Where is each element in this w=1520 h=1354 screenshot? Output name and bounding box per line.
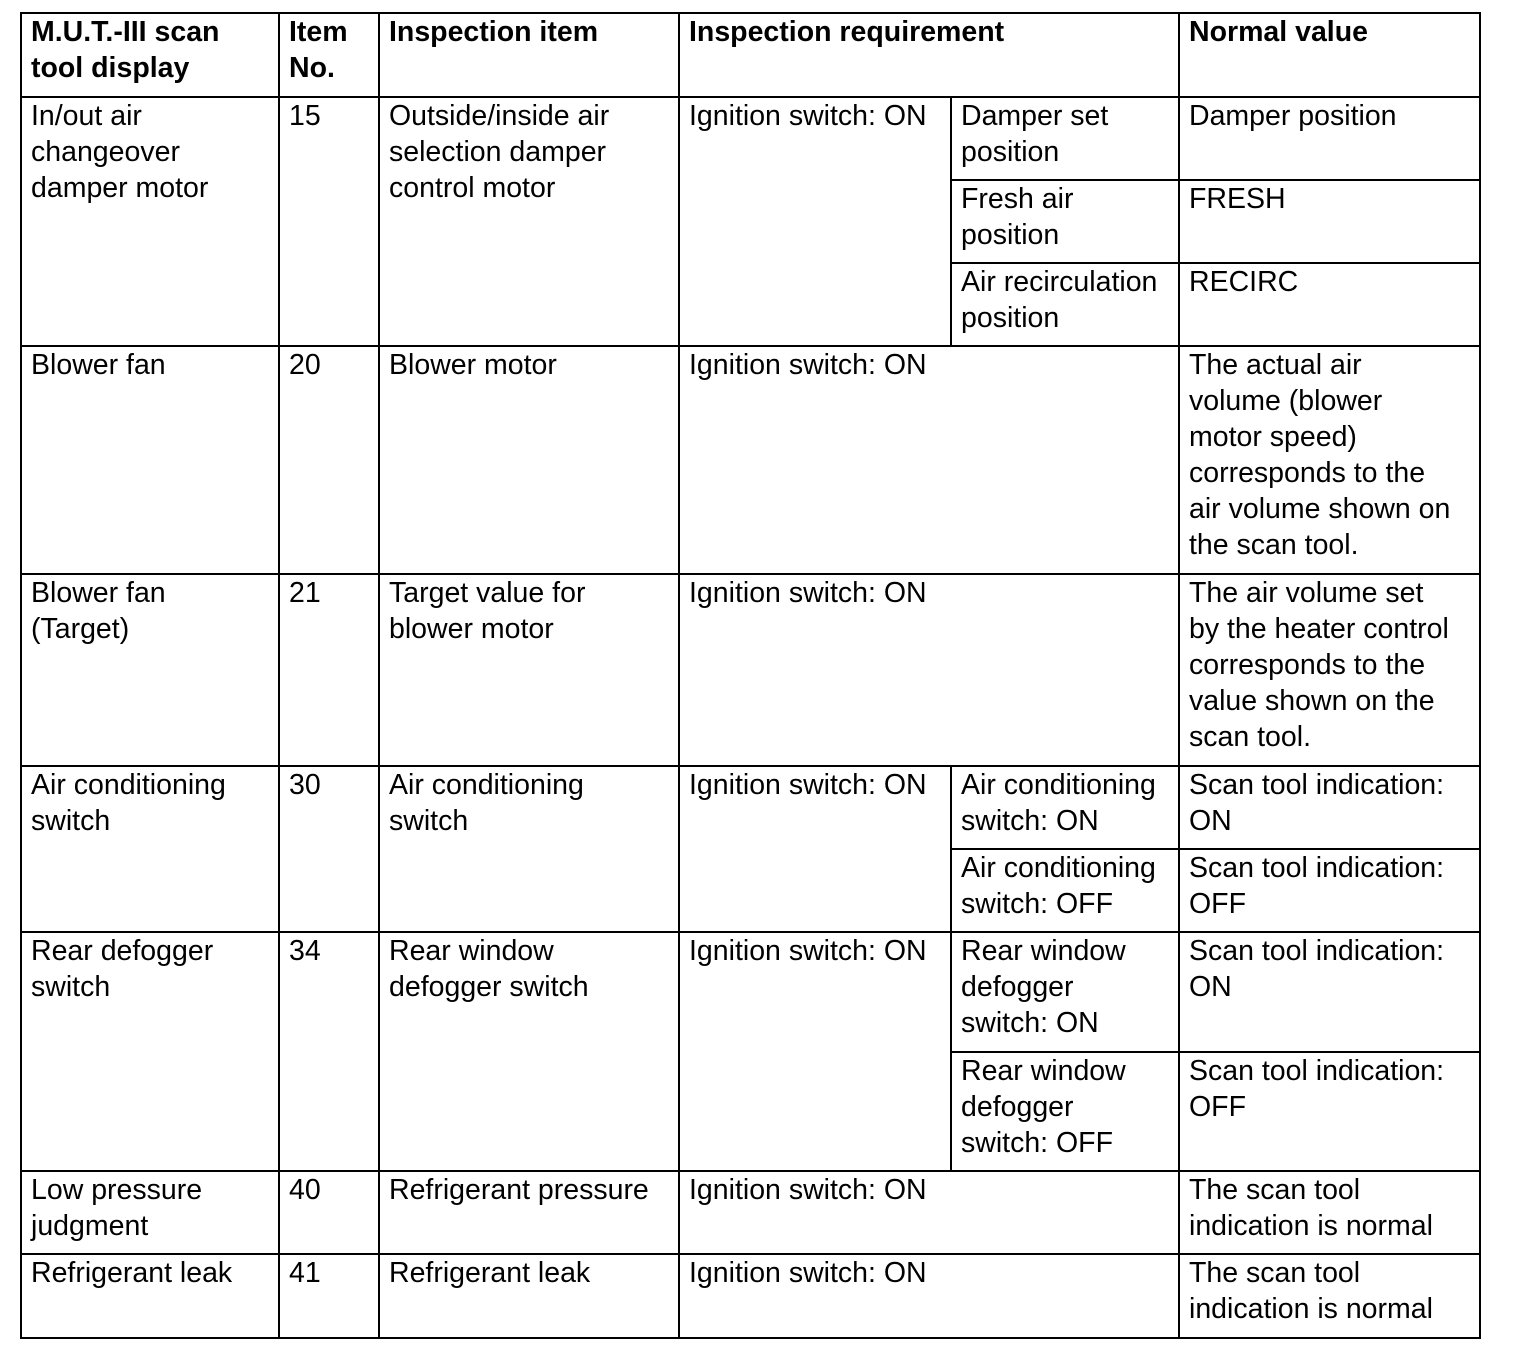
table-row: [21, 1171, 1480, 1254]
cell-normal-value: Damper position: [1179, 97, 1480, 180]
cell-display: Rear defogger switch: [21, 932, 279, 1171]
cell-condition: Fresh air position: [951, 180, 1179, 263]
cell-inspection-item: Blower motor: [379, 346, 679, 574]
cell-normal-value: Scan tool indication: OFF: [1179, 849, 1480, 932]
cell-inspection-item: Air conditioning switch: [379, 766, 679, 932]
cell-condition: Air conditioning switch: ON: [951, 766, 1179, 849]
cell-normal-value: Scan tool indication: ON: [1179, 766, 1480, 849]
cell-item-no: 34: [279, 932, 379, 1171]
table-header-row: [21, 13, 1480, 97]
cell-condition: Rear window defogger switch: OFF: [951, 1052, 1179, 1171]
cell-condition: Air conditioning switch: OFF: [951, 849, 1179, 932]
cell-item-no: 20: [279, 346, 379, 574]
header-inspection-requirement: Inspection requirement: [679, 13, 1179, 97]
table-row: [21, 97, 1480, 180]
header-normal-value: Normal value: [1179, 13, 1480, 97]
table-row: [21, 766, 1480, 849]
cell-display: Blower fan: [21, 346, 279, 574]
cell-display: Low pressure judgment: [21, 1171, 279, 1254]
cell-normal-value: FRESH: [1179, 180, 1480, 263]
cell-inspection-item: Outside/inside air selection damper control motor: [379, 97, 679, 346]
cell-normal-value: The air volume set by the heater control corresponds to the value shown on the scan tool.: [1179, 574, 1480, 766]
table-row: [21, 346, 1480, 574]
cell-requirement: Ignition switch: ON: [679, 1171, 1179, 1254]
cell-normal-value: RECIRC: [1179, 263, 1480, 346]
cell-normal-value: Scan tool indication: OFF: [1179, 1052, 1480, 1171]
cell-requirement: Ignition switch: ON: [679, 574, 1179, 766]
cell-requirement: Ignition switch: ON: [679, 1254, 1179, 1338]
cell-requirement: Ignition switch: ON: [679, 346, 1179, 574]
cell-normal-value: The actual air volume (blower motor speed) corresponds to the air volume shown on the scan tool.: [1179, 346, 1480, 574]
scan-tool-inspection-table: [20, 12, 1481, 1339]
header-item-no: Item No.: [279, 13, 379, 97]
cell-inspection-item: Target value for blower motor: [379, 574, 679, 766]
cell-requirement: Ignition switch: ON: [679, 766, 951, 932]
cell-item-no: 21: [279, 574, 379, 766]
cell-condition: Damper set position: [951, 97, 1179, 180]
cell-inspection-item: Rear window defogger switch: [379, 932, 679, 1171]
table-row: [21, 1254, 1480, 1338]
cell-display: In/out air changeover damper motor: [21, 97, 279, 346]
cell-display: Refrigerant leak: [21, 1254, 279, 1338]
cell-normal-value: The scan tool indication is normal: [1179, 1254, 1480, 1338]
cell-display: Air conditioning switch: [21, 766, 279, 932]
cell-normal-value: Scan tool indication: ON: [1179, 932, 1480, 1052]
cell-condition: Rear window defogger switch: ON: [951, 932, 1179, 1052]
cell-item-no: 30: [279, 766, 379, 932]
header-display: M.U.T.-III scan tool display: [21, 13, 279, 97]
cell-inspection-item: Refrigerant pressure: [379, 1171, 679, 1254]
cell-display: Blower fan (Target): [21, 574, 279, 766]
cell-requirement: Ignition switch: ON: [679, 932, 951, 1171]
header-inspection-item: Inspection item: [379, 13, 679, 97]
cell-requirement: Ignition switch: ON: [679, 97, 951, 346]
cell-item-no: 40: [279, 1171, 379, 1254]
table-row: [21, 574, 1480, 766]
cell-item-no: 15: [279, 97, 379, 346]
cell-inspection-item: Refrigerant leak: [379, 1254, 679, 1338]
table-row: [21, 932, 1480, 1052]
cell-item-no: 41: [279, 1254, 379, 1338]
cell-condition: Air recirculation position: [951, 263, 1179, 346]
cell-normal-value: The scan tool indication is normal: [1179, 1171, 1480, 1254]
